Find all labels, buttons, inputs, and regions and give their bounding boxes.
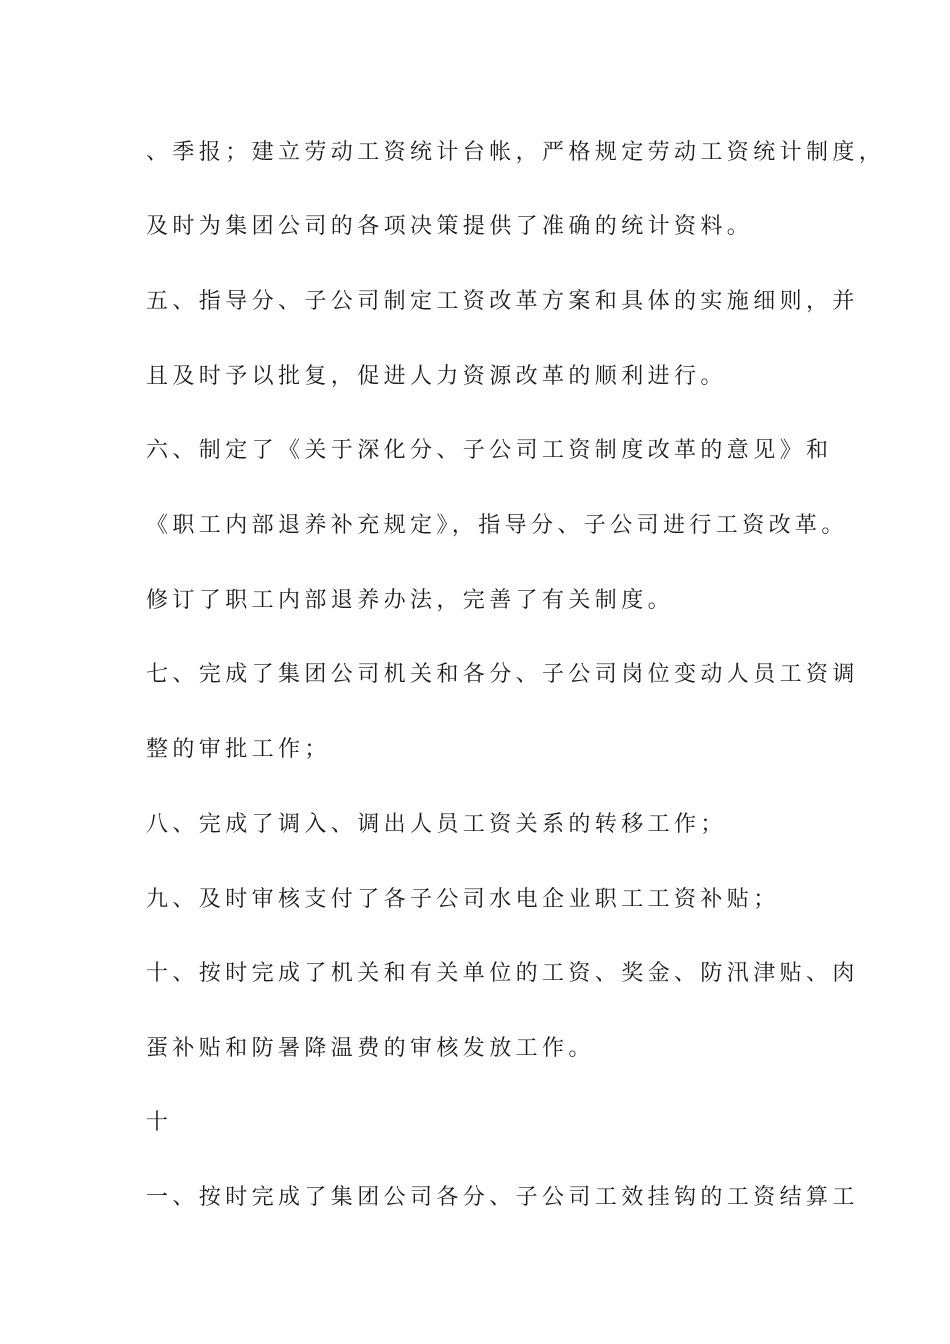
text-line: 十、按时完成了机关和有关单位的工资、奖金、防汛津贴、肉 — [146, 961, 859, 986]
text-line: 五、指导分、子公司制定工资改革方案和具体的实施细则，并 — [146, 289, 859, 314]
text-line: 九、及时审核支付了各子公司水电企业职工工资补贴； — [146, 887, 780, 912]
text-line: 六、制定了《关于深化分、子公司工资制度改革的意见》和 — [146, 438, 833, 463]
text-line: 七、完成了集团公司机关和各分、子公司岗位变动人员工资调 — [146, 662, 859, 687]
text-line: 蛋补贴和防暑降温费的审核发放工作。 — [146, 1036, 595, 1061]
text-line: 《职工内部退养补充规定》，指导分、子公司进行工资改革。 — [146, 513, 848, 538]
text-line: 整的审批工作； — [146, 737, 331, 762]
text-line: 十 — [146, 1110, 173, 1135]
text-line: 且及时予以批复，促进人力资源改革的顺利进行。 — [146, 364, 727, 389]
text-line: 一、按时完成了集团公司各分、子公司工效挂钩的工资结算工 — [146, 1185, 859, 1210]
text-line: 及时为集团公司的各项决策提供了准确的统计资料。 — [146, 214, 754, 239]
text-line: 八、完成了调入、调出人员工资关系的转移工作； — [146, 812, 727, 837]
text-line: 修订了职工内部退养办法，完善了有关制度。 — [146, 588, 675, 613]
text-line: 、季报；建立劳动工资统计台帐，严格规定劳动工资统计制度， — [146, 140, 886, 165]
